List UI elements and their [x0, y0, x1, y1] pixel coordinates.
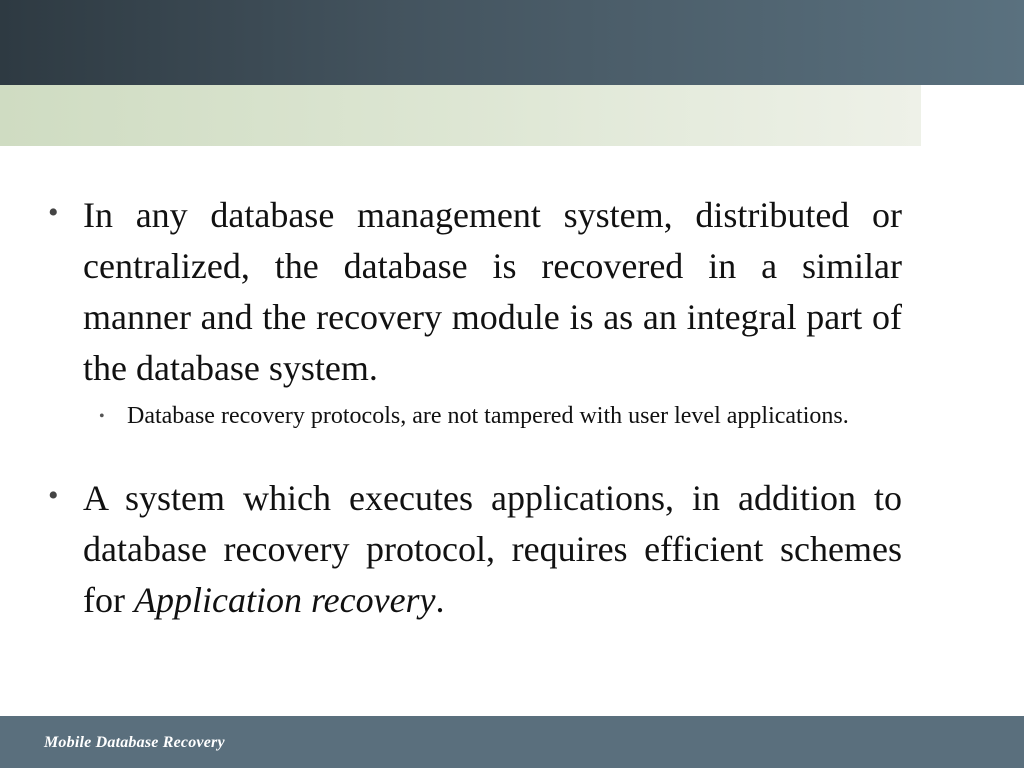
header-bar — [0, 0, 1024, 85]
bullet-text-2-emphasis: Application recovery — [133, 580, 436, 620]
slide-body — [44, 190, 902, 626]
bullet-item-2 — [44, 473, 902, 626]
sub-bullet-text-1: Database recovery protocols, are not tampered with user level applications. — [127, 403, 849, 429]
bullet-dot-icon: • — [48, 479, 59, 512]
bullet-text-2: A system which executes applications, in addition to database recovery protocol, requires efficient schemes for — [83, 478, 902, 620]
sub-bullet-item-1 — [44, 400, 902, 433]
footer-title: Mobile Database Recovery — [44, 734, 225, 751]
subheader-bar — [0, 85, 921, 146]
bullet-text-1: In any database management system, distributed or centralized, the database is recovered in a similar manner and the recovery module is as an integral part of the database system. — [83, 195, 902, 388]
bullet-item-1 — [44, 190, 902, 394]
sub-bullet-dot-icon: • — [99, 408, 105, 425]
bullet-text-2-end: . — [435, 580, 445, 620]
footer-bar — [0, 716, 1024, 768]
bullet-dot-icon: • — [48, 196, 59, 229]
